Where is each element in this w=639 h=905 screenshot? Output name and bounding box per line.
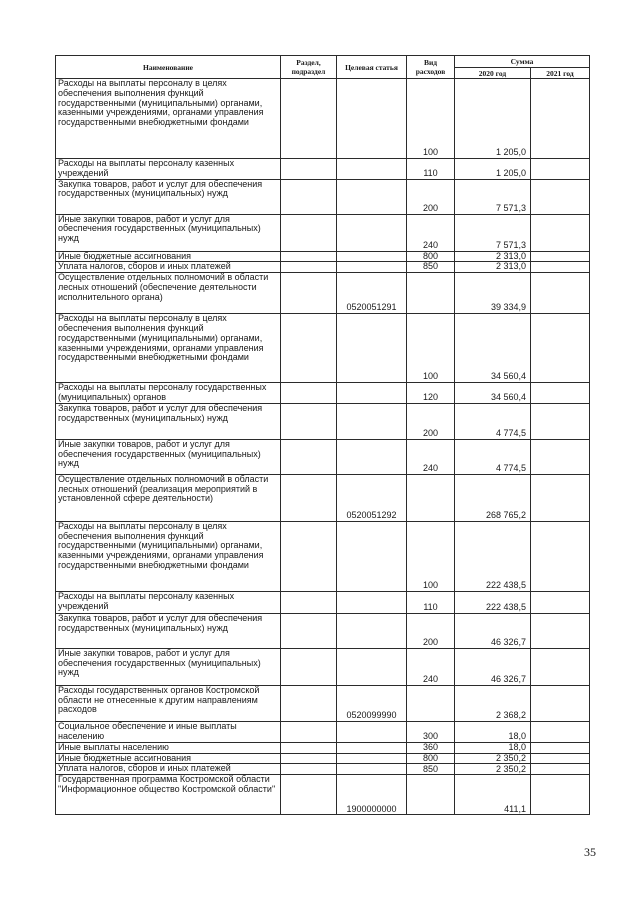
- row-sum-2021-cell: [531, 521, 590, 591]
- row-sum-2021-cell: [531, 685, 590, 721]
- row-name-cell: Расходы государственных органов Костромской области не отнесенные к другим направлениям расходов: [56, 685, 281, 721]
- row-target-cell: 0520051291: [337, 273, 407, 314]
- row-sum-2020-cell: 1 205,0: [455, 159, 531, 180]
- table-row: [56, 79, 590, 159]
- page-number: 35: [584, 845, 596, 859]
- row-sum-2021-cell: [531, 439, 590, 474]
- table-row: [56, 648, 590, 685]
- row-type-cell: 110: [407, 591, 455, 613]
- row-sum-2020-cell: 4 774,5: [455, 439, 531, 474]
- row-sum-2020-cell: 39 334,9: [455, 273, 531, 314]
- row-name-cell: Иные бюджетные ассигнования: [56, 251, 281, 262]
- row-sum-2021-cell: [531, 742, 590, 753]
- row-sum-2020-cell: 34 560,4: [455, 383, 531, 404]
- row-sum-2020-cell: 18,0: [455, 742, 531, 753]
- row-target-cell: [337, 159, 407, 180]
- row-target-cell: [337, 79, 407, 159]
- row-type-cell: 200: [407, 613, 455, 648]
- row-section-cell: [281, 648, 337, 685]
- row-section-cell: [281, 613, 337, 648]
- row-type-cell: 120: [407, 383, 455, 404]
- row-section-cell: [281, 383, 337, 404]
- row-section-cell: [281, 753, 337, 764]
- row-type-cell: 200: [407, 403, 455, 439]
- row-target-cell: 1900000000: [337, 775, 407, 815]
- table-body: [56, 79, 590, 815]
- row-sum-2020-cell: 18,0: [455, 721, 531, 742]
- row-name-cell: Расходы на выплаты персоналу казенных учреждений: [56, 591, 281, 613]
- row-sum-2021-cell: [531, 648, 590, 685]
- row-section-cell: [281, 764, 337, 775]
- row-section-cell: [281, 685, 337, 721]
- table-row: [56, 439, 590, 474]
- table-row: [56, 742, 590, 753]
- row-sum-2021-cell: [531, 251, 590, 262]
- row-sum-2021-cell: [531, 159, 590, 180]
- row-target-cell: [337, 591, 407, 613]
- row-type-cell: [407, 685, 455, 721]
- row-name-cell: Социальное обеспечение и иные выплаты населению: [56, 721, 281, 742]
- row-sum-2021-cell: [531, 383, 590, 404]
- row-name-cell: Иные бюджетные ассигнования: [56, 753, 281, 764]
- table-row: [56, 314, 590, 383]
- row-section-cell: [281, 159, 337, 180]
- row-sum-2021-cell: [531, 613, 590, 648]
- row-sum-2021-cell: [531, 214, 590, 251]
- row-target-cell: [337, 179, 407, 214]
- row-target-cell: 0520099990: [337, 685, 407, 721]
- row-sum-2020-cell: 7 571,3: [455, 179, 531, 214]
- row-type-cell: 240: [407, 214, 455, 251]
- row-name-cell: Расходы на выплаты персоналу государственных (муниципальных) органов: [56, 383, 281, 404]
- row-sum-2021-cell: [531, 273, 590, 314]
- row-target-cell: [337, 383, 407, 404]
- row-target-cell: [337, 764, 407, 775]
- table-row: [56, 775, 590, 815]
- row-section-cell: [281, 314, 337, 383]
- row-type-cell: 100: [407, 314, 455, 383]
- table-row: [56, 251, 590, 262]
- table-row: [56, 159, 590, 180]
- table-row: [56, 521, 590, 591]
- row-sum-2021-cell: [531, 753, 590, 764]
- row-type-cell: 800: [407, 753, 455, 764]
- row-sum-2020-cell: 2 350,2: [455, 764, 531, 775]
- table-row: [56, 753, 590, 764]
- row-name-cell: Государственная программа Костромской области "Информационное общество Костромской области": [56, 775, 281, 815]
- row-section-cell: [281, 179, 337, 214]
- row-section-cell: [281, 403, 337, 439]
- row-name-cell: Иные закупки товаров, работ и услуг для обеспечения государственных (муниципальных) нужд: [56, 439, 281, 474]
- row-sum-2020-cell: 222 438,5: [455, 521, 531, 591]
- row-target-cell: [337, 214, 407, 251]
- row-section-cell: [281, 439, 337, 474]
- row-section-cell: [281, 262, 337, 273]
- row-target-cell: [337, 721, 407, 742]
- table-row: [56, 474, 590, 521]
- row-target-cell: [337, 262, 407, 273]
- row-sum-2021-cell: [531, 403, 590, 439]
- row-name-cell: Иные выплаты населению: [56, 742, 281, 753]
- row-name-cell: Осуществление отдельных полномочий в области лесных отношений (обеспечение деятельности исполнительного органа): [56, 273, 281, 314]
- row-target-cell: [337, 613, 407, 648]
- table-row: [56, 262, 590, 273]
- table-row: [56, 764, 590, 775]
- row-type-cell: 850: [407, 764, 455, 775]
- row-section-cell: [281, 775, 337, 815]
- row-target-cell: [337, 314, 407, 383]
- row-type-cell: 240: [407, 648, 455, 685]
- header-year-2020: 2020 год: [455, 68, 531, 79]
- row-target-cell: 0520051292: [337, 474, 407, 521]
- row-sum-2020-cell: 4 774,5: [455, 403, 531, 439]
- row-section-cell: [281, 721, 337, 742]
- row-target-cell: [337, 753, 407, 764]
- header-section: Раздел, подраздел: [281, 56, 337, 79]
- row-name-cell: Расходы на выплаты персоналу в целях обеспечения выполнения функций государственными (муниципальными) органами, казенными учреждениями, органами управления государственными внебюджетными фондами: [56, 521, 281, 591]
- table-row: [56, 591, 590, 613]
- row-sum-2021-cell: [531, 721, 590, 742]
- row-sum-2020-cell: 46 326,7: [455, 613, 531, 648]
- table-row: [56, 383, 590, 404]
- row-sum-2020-cell: 1 205,0: [455, 79, 531, 159]
- row-sum-2021-cell: [531, 474, 590, 521]
- row-sum-2021-cell: [531, 314, 590, 383]
- row-type-cell: [407, 273, 455, 314]
- row-target-cell: [337, 521, 407, 591]
- row-sum-2021-cell: [531, 764, 590, 775]
- row-type-cell: 360: [407, 742, 455, 753]
- row-type-cell: 300: [407, 721, 455, 742]
- row-name-cell: Иные закупки товаров, работ и услуг для обеспечения государственных (муниципальных) нужд: [56, 648, 281, 685]
- row-name-cell: Закупка товаров, работ и услуг для обеспечения государственных (муниципальных) нужд: [56, 179, 281, 214]
- row-section-cell: [281, 214, 337, 251]
- table-row: [56, 214, 590, 251]
- row-section-cell: [281, 591, 337, 613]
- row-name-cell: Закупка товаров, работ и услуг для обеспечения государственных (муниципальных) нужд: [56, 403, 281, 439]
- row-name-cell: Иные закупки товаров, работ и услуг для обеспечения государственных (муниципальных) нужд: [56, 214, 281, 251]
- row-name-cell: Расходы на выплаты персоналу в целях обеспечения выполнения функций государственными (муниципальными) органами, казенными учреждениями, органами управления государственными внебюджетными фондами: [56, 314, 281, 383]
- row-sum-2021-cell: [531, 179, 590, 214]
- budget-table: [55, 55, 590, 815]
- row-name-cell: Закупка товаров, работ и услуг для обеспечения государственных (муниципальных) нужд: [56, 613, 281, 648]
- row-type-cell: [407, 775, 455, 815]
- table-row: [56, 179, 590, 214]
- row-sum-2021-cell: [531, 262, 590, 273]
- row-target-cell: [337, 403, 407, 439]
- table-row: [56, 721, 590, 742]
- row-type-cell: 850: [407, 262, 455, 273]
- header-year-2021: 2021 год: [531, 68, 590, 79]
- row-name-cell: Уплата налогов, сборов и иных платежей: [56, 764, 281, 775]
- row-sum-2020-cell: 7 571,3: [455, 214, 531, 251]
- row-section-cell: [281, 79, 337, 159]
- row-section-cell: [281, 521, 337, 591]
- row-sum-2020-cell: 46 326,7: [455, 648, 531, 685]
- row-sum-2020-cell: 222 438,5: [455, 591, 531, 613]
- table-row: [56, 613, 590, 648]
- row-section-cell: [281, 273, 337, 314]
- table-row: [56, 403, 590, 439]
- header-sum: Сумма: [455, 56, 590, 68]
- row-type-cell: [407, 474, 455, 521]
- table-row: [56, 273, 590, 314]
- row-sum-2020-cell: 2 313,0: [455, 262, 531, 273]
- row-sum-2020-cell: 2 350,2: [455, 753, 531, 764]
- row-type-cell: 800: [407, 251, 455, 262]
- header-name: Наименование: [56, 56, 281, 79]
- row-sum-2020-cell: 268 765,2: [455, 474, 531, 521]
- header-type: Вид расходов: [407, 56, 455, 79]
- row-sum-2021-cell: [531, 775, 590, 815]
- row-section-cell: [281, 742, 337, 753]
- row-type-cell: 240: [407, 439, 455, 474]
- row-sum-2020-cell: 34 560,4: [455, 314, 531, 383]
- header-target: Целевая статья: [337, 56, 407, 79]
- row-name-cell: Расходы на выплаты персоналу казенных учреждений: [56, 159, 281, 180]
- row-type-cell: 100: [407, 79, 455, 159]
- row-type-cell: 110: [407, 159, 455, 180]
- row-target-cell: [337, 439, 407, 474]
- row-type-cell: 200: [407, 179, 455, 214]
- row-type-cell: 100: [407, 521, 455, 591]
- row-name-cell: Уплата налогов, сборов и иных платежей: [56, 262, 281, 273]
- row-name-cell: Осуществление отдельных полномочий в области лесных отношений (реализация мероприятий в установленной сфере деятельности): [56, 474, 281, 521]
- row-section-cell: [281, 474, 337, 521]
- row-sum-2021-cell: [531, 79, 590, 159]
- row-sum-2020-cell: 411,1: [455, 775, 531, 815]
- row-target-cell: [337, 742, 407, 753]
- row-sum-2021-cell: [531, 591, 590, 613]
- row-sum-2020-cell: 2 313,0: [455, 251, 531, 262]
- row-name-cell: Расходы на выплаты персоналу в целях обеспечения выполнения функций государственными (муниципальными) органами, казенными учреждениями, органами управления государственными внебюджетными фондами: [56, 79, 281, 159]
- row-target-cell: [337, 648, 407, 685]
- row-target-cell: [337, 251, 407, 262]
- table-row: [56, 685, 590, 721]
- row-section-cell: [281, 251, 337, 262]
- row-sum-2020-cell: 2 368,2: [455, 685, 531, 721]
